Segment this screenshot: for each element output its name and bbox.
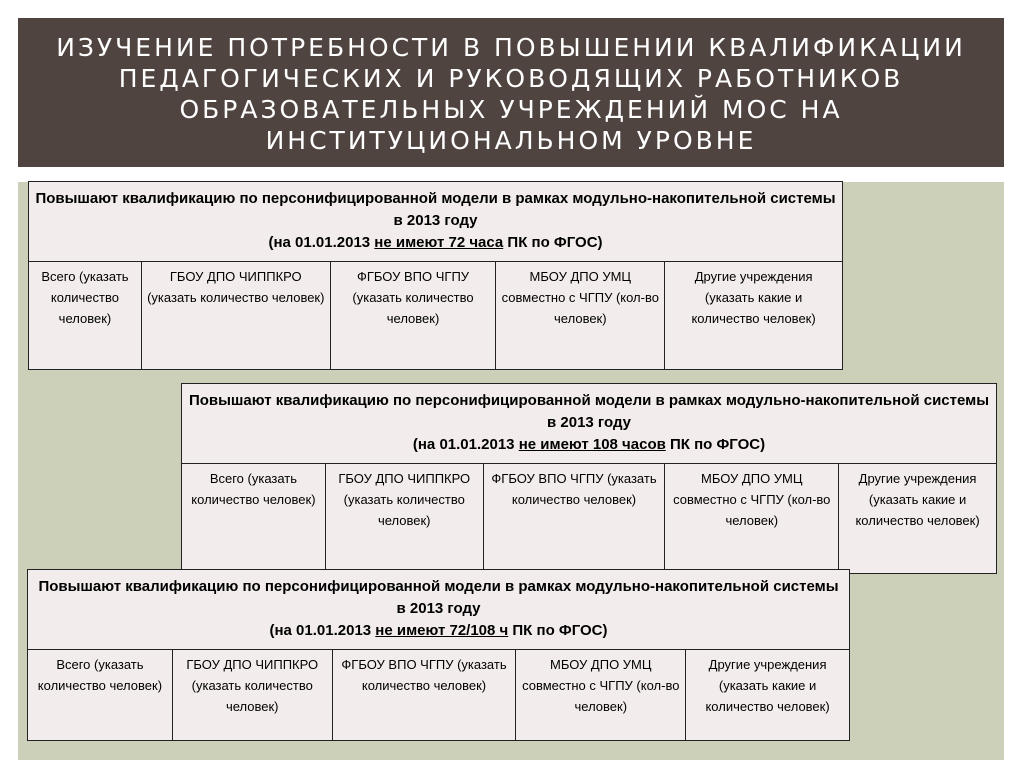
table-heading-suffix: ПК по ФГОС) <box>503 234 603 251</box>
table-heading-prefix: (на 01.01.2013 <box>412 436 519 453</box>
table-72-108-hours <box>27 569 850 741</box>
cell-label: Другие учреждения (указать какие и количество человек) <box>855 471 980 528</box>
cell-label: МБОУ ДПО УМЦ совместно с ЧГПУ (кол-во человек) <box>673 471 831 528</box>
cell-label: МБОУ ДПО УМЦ совместно с ЧГПУ (кол-во человек) <box>501 269 659 326</box>
table-heading-underlined: не имеют 72 часа <box>374 234 504 251</box>
cell-label: ГБОУ ДПО ЧИППКРО (указать количество человек) <box>186 657 319 714</box>
table-heading-prefix: (на 01.01.2013 <box>268 234 375 251</box>
table-cell-total[interactable] <box>182 464 326 574</box>
table-heading <box>182 384 997 464</box>
table-heading-underlined: не имеют 108 часов <box>518 436 666 453</box>
table-cell-other[interactable] <box>665 262 843 370</box>
slide-title: ИЗУЧЕНИЕ ПОТРЕБНОСТИ В ПОВЫШЕНИИ КВАЛИФИКАЦИИ ПЕДАГОГИЧЕСКИХ И РУКОВОДЯЩИХ РАБОТНИКОВ ОБРАЗОВАТЕЛЬНЫХ УЧРЕЖДЕНИЙ МОС НА ИНСТИТУЦИОНАЛЬНОМ УРОВНЕ <box>56 33 966 155</box>
table-cell-umc[interactable] <box>665 464 839 574</box>
table-cell-chippkro[interactable] <box>141 262 330 370</box>
table-cell-chgpu[interactable] <box>332 650 516 741</box>
cell-label: ГБОУ ДПО ЧИППКРО (указать количество человек) <box>338 471 471 528</box>
table-heading <box>29 182 843 262</box>
table-cell-total[interactable] <box>28 650 173 741</box>
cell-label: Другие учреждения (указать какие и количество человек) <box>691 269 816 326</box>
table-heading-line1: Повышают квалификацию по персонифицированной модели в рамках модульно-накопительной системы в 2013 году <box>35 190 836 229</box>
table-heading-underlined: не имеют 72/108 ч <box>375 622 509 639</box>
cell-label: ГБОУ ДПО ЧИППКРО (указать количество человек) <box>147 269 325 305</box>
table-cell-chgpu[interactable] <box>483 464 665 574</box>
table-108-hours <box>181 383 997 574</box>
cell-label: Всего (указать количество человек) <box>191 471 316 507</box>
table-cell-umc[interactable] <box>516 650 686 741</box>
cell-label: ФГБОУ ВПО ЧГПУ (указать количество человек) <box>341 657 507 693</box>
cell-label: Всего (указать количество человек) <box>41 269 129 326</box>
cell-label: Другие учреждения (указать какие и количество человек) <box>705 657 830 714</box>
table-72-hours <box>28 181 843 370</box>
table-cell-chippkro[interactable] <box>325 464 483 574</box>
cell-label: МБОУ ДПО УМЦ совместно с ЧГПУ (кол-во человек) <box>522 657 680 714</box>
table-cell-other[interactable] <box>686 650 850 741</box>
table-heading-suffix: ПК по ФГОС) <box>665 436 766 453</box>
table-heading-line1: Повышают квалификацию по персонифицированной модели в рамках модульно-накопительной системы в 2013 году <box>188 392 990 431</box>
table-heading-line1: Повышают квалификацию по персонифицированной модели в рамках модульно-накопительной системы в 2013 году <box>38 578 839 617</box>
table-cell-total[interactable] <box>29 262 142 370</box>
cell-label: ФГБОУ ВПО ЧГПУ (указать количество человек) <box>352 269 474 326</box>
table-cell-umc[interactable] <box>496 262 665 370</box>
table-cell-chippkro[interactable] <box>172 650 332 741</box>
table-cell-other[interactable] <box>839 464 997 574</box>
cell-label: Всего (указать количество человек) <box>37 657 163 693</box>
table-heading-suffix: ПК по ФГОС) <box>508 622 608 639</box>
table-cell-chgpu[interactable] <box>330 262 496 370</box>
table-heading <box>28 570 850 650</box>
table-heading-prefix: (на 01.01.2013 <box>269 622 376 639</box>
cell-label: ФГБОУ ВПО ЧГПУ (указать количество человек) <box>491 471 657 507</box>
